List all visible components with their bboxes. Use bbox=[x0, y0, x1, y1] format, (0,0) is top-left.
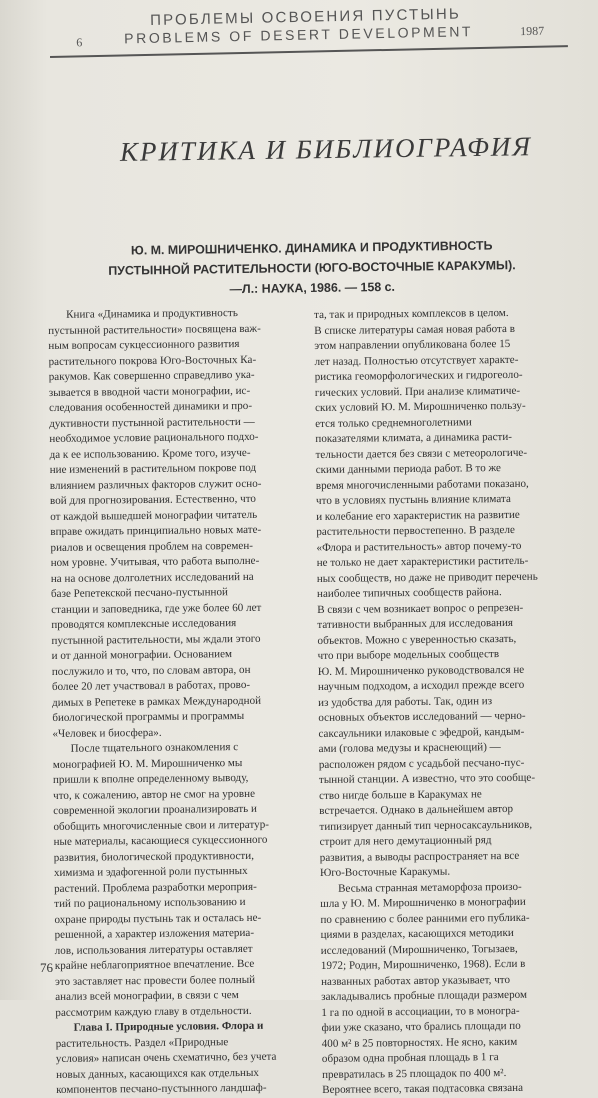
text-line: показателями климата, а динамика расти- bbox=[315, 430, 513, 445]
text-line: встречается. Однако в дальнейшем автор bbox=[319, 802, 514, 817]
text-line: пустынной растительности» посвящена важ- bbox=[48, 322, 261, 337]
text-line: ные материалы, касающиеся сукцессионного bbox=[53, 833, 268, 848]
text-line: ство нигде больше в Каракумах не bbox=[319, 787, 482, 802]
text-line: саксаульники илаковые с эфедрой, кандым- bbox=[318, 725, 525, 740]
text-line: Юго-Восточные Каракумы. bbox=[319, 865, 451, 879]
text-line: более 20 лет участвовал в работах, прово- bbox=[51, 678, 251, 693]
text-line: «Человек и биосфера». bbox=[52, 726, 162, 740]
text-line: скими данными периода работ. В то же bbox=[315, 462, 501, 476]
text-line: ристика геоморфологических и гидрогеоло- bbox=[314, 368, 523, 383]
text-line: ных сообществ, но даже не приводит перечень bbox=[316, 570, 538, 585]
text-line: ских условий Ю. М. Мирошниченко пользу- bbox=[314, 399, 526, 414]
text-line: что, к сожалению, автор не смог на уровне bbox=[53, 787, 256, 802]
text-line: этом направлении опубликована более 15 bbox=[314, 337, 511, 352]
text-line: время многочисленными работами показано, bbox=[315, 477, 529, 492]
text-line: станции и заповедника, где уже более 60 лет bbox=[51, 601, 262, 616]
text-line: ами (голова медузы и краснеющий) — bbox=[318, 741, 501, 755]
text-line: современной экологии проанализировать и bbox=[53, 802, 257, 817]
text-line: развития, биологической продуктивности, bbox=[53, 849, 255, 864]
text-line: следования особенностей динамики и про- bbox=[48, 399, 253, 414]
review-heading-line: —Л.: НАУКА, 1986. — 158 с. bbox=[229, 279, 396, 297]
issue-number: 6 bbox=[76, 35, 83, 50]
text-line: 1972; Родин, Мирошниченко, 1968). Если в bbox=[320, 957, 526, 972]
text-line: ном уровне. Учитывая, что работа выполне- bbox=[50, 554, 260, 569]
text-line: расположен рядом с усадьбой песчано-пус- bbox=[318, 756, 525, 771]
text-line: димых в Репетеке в рамках Международной bbox=[52, 694, 262, 709]
text-line: зывается в вводной части монографии, ис- bbox=[48, 384, 251, 399]
text-line: лет назад. Полностью отсутствует характе- bbox=[314, 353, 519, 368]
text-line: шла у Ю. М. Мирошниченко в монографии bbox=[320, 895, 526, 910]
section-title: КРИТИКА И БИБЛИОГРАФИЯ bbox=[119, 131, 533, 167]
text-line: пустынной растительности, мы ждали этого bbox=[51, 632, 261, 647]
text-line: пришли к вполне определенному выводу, bbox=[52, 771, 249, 786]
text-line: «Флора и растительность» автор почему-то bbox=[316, 539, 522, 554]
text-line: развития, а выводы распространяет на все bbox=[319, 849, 520, 864]
text-line: влиянием различных факторов служит осно- bbox=[49, 477, 262, 492]
text-line: компонентов песчано-пустынного ландшаф- bbox=[56, 1081, 267, 1096]
text-line: ракумов. Как совершенно справедливо ука- bbox=[48, 368, 255, 383]
text-line: из удобства для работы. Так, один из bbox=[318, 694, 493, 709]
text-line: вправе ожидать принципиально новых мате- bbox=[50, 523, 262, 538]
text-line: тельности дается без связи с метеорологиче- bbox=[315, 446, 528, 461]
text-line: да к ее использованию. Кроме того, изуче- bbox=[49, 446, 251, 461]
text-line: превратилась в 25 площадок по 400 м². bbox=[321, 1066, 507, 1081]
text-line: что в условиях пустынь влияние климата bbox=[315, 492, 511, 507]
text-line: В списке литературы самая новая работа в bbox=[314, 322, 515, 337]
text-line: химизма и эдафогенной роли пустынных bbox=[53, 864, 248, 879]
text-line: строит для него демутационный ряд bbox=[319, 834, 492, 848]
issue-year: 1987 bbox=[519, 23, 545, 39]
text-line: основных объектов исследований — черно- bbox=[318, 709, 526, 724]
review-heading-line: ПУСТЫННОЙ РАСТИТЕЛЬНОСТИ (ЮГО-ВОСТОЧНЫЕ КАРАКУМЫ). bbox=[108, 258, 516, 278]
left-column bbox=[48, 305, 318, 1098]
text-line: вой для прогнозирования. Естественно, что bbox=[49, 492, 256, 507]
text-line: решенной, а характер изложения материа- bbox=[54, 926, 255, 941]
text-line: биологической программы и программы bbox=[52, 709, 245, 724]
text-line: растений. Проблема разработки мероприя- bbox=[54, 880, 257, 895]
text-line: После тщательного ознакомления с bbox=[70, 741, 239, 755]
text-line: от каждой вышедшей монографии читатель bbox=[50, 508, 258, 523]
text-line: 1 га по одной в ассоциации, то в моногра- bbox=[321, 1004, 520, 1019]
text-line: Книга «Динамика и продуктивность bbox=[66, 307, 238, 321]
text-line: гических условий. При анализе климатиче- bbox=[314, 384, 521, 399]
text-line: исследований (Мирошниченко, Тогызаев, bbox=[320, 942, 518, 957]
review-heading bbox=[72, 235, 553, 302]
text-line: рассмотрим каждую главу в отдельности. bbox=[55, 1004, 252, 1019]
text-line: 400 м² в 25 повторностях. Не ясно, каким bbox=[321, 1035, 518, 1050]
text-line: В связи с чем возникает вопрос о репрезен- bbox=[317, 601, 524, 616]
text-line: Ю. М. Мирошниченко руководствовался не bbox=[317, 663, 525, 678]
text-line: объектов. Можно с уверенностью сказать, bbox=[317, 632, 517, 647]
text-line: что при выборе модельных сообществ bbox=[317, 648, 500, 662]
text-line: типизирует данный тип черносаксаульников, bbox=[319, 818, 533, 833]
running-header-russian: ПРОБЛЕМЫ ОСВОЕНИЯ ПУСТЫНЬ bbox=[150, 5, 462, 29]
text-line: Вероятнее всего, такая подтасовка связана bbox=[322, 1081, 524, 1096]
text-line: анализ всей монографии, в связи с чем bbox=[55, 989, 239, 1003]
text-line: дуктивности пустынной растительности — bbox=[49, 415, 255, 430]
text-line: ние изменений в растительном покрове под bbox=[49, 461, 257, 476]
text-line: монографией Ю. М. Мирошниченко мы bbox=[52, 756, 243, 771]
text-line: закладывались пробные площади размером bbox=[321, 988, 528, 1003]
text-line: растительности первостепенно. В разделе bbox=[316, 523, 515, 538]
text-line: риалов и освещения проблем на современ- bbox=[50, 539, 253, 554]
text-line: по сравнению с более ранними его публика- bbox=[320, 911, 530, 926]
text-line: циями в разделах, касающихся методики bbox=[320, 926, 514, 941]
text-line: фии уже сказано, что брались площади по bbox=[321, 1019, 521, 1034]
text-line: Глава I. Природные условия. Флора и bbox=[73, 1019, 264, 1034]
text-line: тынной станции. А известно, что это сообще- bbox=[318, 771, 536, 786]
page-number: 76 bbox=[40, 960, 53, 975]
review-heading-line: Ю. М. МИРОШНИЧЕНКО. ДИНАМИКА И ПРОДУКТИВНОСТЬ bbox=[130, 238, 493, 258]
text-line: условия» написан очень схематично, без учета bbox=[55, 1050, 277, 1065]
text-line: образом одна пробная площадь в 1 га bbox=[321, 1051, 499, 1065]
text-line: лов, использования литературы оставляет bbox=[54, 942, 253, 957]
text-line: обобщить многочисленные свои и литератур- bbox=[53, 818, 269, 833]
text-line: Весьма странная метаморфоза произо- bbox=[338, 880, 522, 895]
text-line: названных работах автор указывает, что bbox=[320, 973, 511, 988]
text-line: растительность. Раздел «Природные bbox=[55, 1035, 229, 1050]
text-line: наиболее типичных сообществ района. bbox=[316, 586, 502, 600]
text-line: научным подходом, а исходил прежде всего bbox=[317, 678, 525, 693]
running-header-english: PROBLEMS OF DESERT DEVELOPMENT bbox=[124, 23, 474, 47]
text-line: крайне неблагоприятное впечатление. Все bbox=[54, 957, 255, 972]
text-line: проводятся комплексные исследования bbox=[51, 617, 237, 631]
text-line: послужило и то, что, по словам автора, он bbox=[51, 663, 251, 678]
text-line: тативности выбранных для исследования bbox=[317, 616, 514, 631]
text-line: охране природы пустынь так и осталась не- bbox=[54, 911, 262, 926]
text-line: и от данной монографии. Основанием bbox=[51, 648, 233, 662]
text-line: базе Репетекской песчано-пустынной bbox=[50, 586, 228, 600]
right-column bbox=[314, 305, 574, 1098]
text-line: растительного покрова Юго-Восточных Ка- bbox=[48, 353, 257, 368]
text-line: и колебание его характеристик на развитие bbox=[316, 508, 520, 523]
text-line: это заставляет нас провести более полный bbox=[54, 973, 256, 988]
text-line: ным вопросам сукцессионного развития bbox=[48, 337, 240, 352]
text-line: та, так и природных комплексов в целом. bbox=[314, 306, 509, 321]
text-line: ется только среднемноголетними bbox=[315, 415, 472, 430]
text-line: новых данных, касающихся как отдельных bbox=[55, 1066, 260, 1081]
text-line: необходимое условие рационального подхо- bbox=[49, 430, 259, 445]
text-line: не только не дает характеристики раститель- bbox=[316, 554, 529, 569]
text-line: на на основе долголетних исследований на bbox=[50, 570, 254, 585]
text-line: тий по рациональному использованию и bbox=[54, 895, 246, 910]
